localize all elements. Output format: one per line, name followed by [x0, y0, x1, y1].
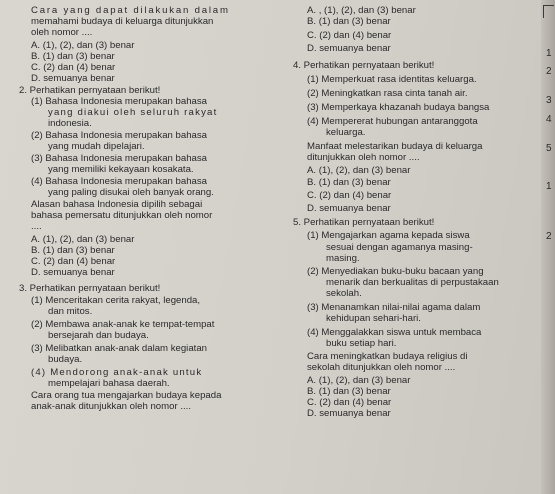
q1-option-c-col2: C. (2) dan (4) benar: [307, 30, 392, 41]
q2-statement-1-line-2: yang diakui oleh seluruh rakyat: [48, 107, 218, 118]
q2-statement-2-line-2: yang mudah dipelajari.: [48, 141, 145, 152]
q5-stem-line-2: sekolah ditunjukkan oleh nomor ....: [307, 362, 456, 373]
margin-number: 3: [546, 95, 552, 106]
q2-heading: 2. Perhatikan pernyataan berikut!: [19, 85, 161, 96]
q3-stem-line-1: Cara orang tua mengajarkan budaya kepada: [31, 390, 222, 401]
q5-option-c: C. (2) dan (4) benar: [307, 397, 392, 408]
q2-stem-line-1: Alasan bahasa Indonesia dipilih sebagai: [31, 199, 203, 210]
q1-option-b-col2: B. (1) dan (3) benar: [307, 16, 391, 27]
q5-statement-1-line-3: masing.: [326, 253, 360, 264]
q5-statement-1-line-2: sesuai dengan agamanya masing-: [326, 242, 473, 253]
q2-statement-1-line-1: (1) Bahasa Indonesia merupakan bahasa: [31, 96, 208, 107]
q3-statement-1-line-2: dan mitos.: [48, 306, 93, 317]
q5-statement-2-line-2: menarik dan berkualitas di perpustakaan: [326, 277, 499, 288]
q2-statement-4-line-1: (4) Bahasa Indonesia merupakan bahasa: [31, 176, 208, 187]
q4-option-a: A. (1), (2), dan (3) benar: [307, 165, 411, 176]
q2-stem-line-2: bahasa pemersatu ditunjukkan oleh nomor: [31, 210, 213, 221]
q3-statement-2-line-2: bersejarah dan budaya.: [48, 330, 149, 341]
q4-option-b: B. (1) dan (3) benar: [307, 177, 391, 188]
q5-statement-4-line-1: (4) Menggalakkan siswa untuk membaca: [307, 327, 482, 338]
q2-statement-3-line-2: yang memiliki kekayaan kosakata.: [48, 164, 194, 175]
q4-stem-line-2: ditunjukkan oleh nomor ....: [307, 152, 420, 163]
margin-number: 2: [546, 66, 552, 77]
q1-option-a: A. (1), (2), dan (3) benar: [31, 40, 135, 51]
q4-statement-4-line-1: (4) Mempererat hubungan antaranggota: [307, 116, 478, 127]
q4-statement-2: (2) Meningkatkan rasa cinta tanah air.: [307, 88, 468, 99]
margin-number: 1: [546, 181, 552, 192]
q4-heading: 4. Perhatikan pernyataan berikut!: [293, 60, 435, 71]
q1-option-d: D. semuanya benar: [31, 73, 115, 84]
q1-option-a-col2: A. , (1), (2), dan (3) benar: [307, 5, 416, 16]
q5-statement-1-line-1: (1) Mengajarkan agama kepada siswa: [307, 230, 470, 241]
q4-option-d: D. semuanya benar: [307, 203, 391, 214]
q5-option-d: D. semuanya benar: [307, 408, 391, 419]
q2-option-c: C. (2) dan (4) benar: [31, 256, 116, 267]
q5-stem-line-1: Cara meningkatkan budaya religius di: [307, 351, 468, 362]
q2-stem-line-3: ....: [31, 221, 42, 232]
margin-number: 1: [546, 48, 552, 59]
q3-statement-2-line-1: (2) Membawa anak-anak ke tempat-tempat: [31, 319, 215, 330]
q4-statement-4-line-2: keluarga.: [326, 127, 366, 138]
q4-statement-3: (3) Memperkaya khazanah budaya bangsa: [307, 102, 490, 113]
q3-statement-3-line-2: budaya.: [48, 354, 83, 365]
q5-statement-2-line-3: sekolah.: [326, 288, 362, 299]
q1-option-b: B. (1) dan (3) benar: [31, 51, 115, 62]
q2-statement-4-line-2: yang paling disukai oleh banyak orang.: [48, 187, 214, 198]
margin-number: 5: [546, 143, 552, 154]
margin-number: 2: [546, 231, 552, 242]
q5-statement-4-line-2: buku setiap hari.: [326, 338, 397, 349]
q5-option-a: A. (1), (2), dan (3) benar: [307, 375, 411, 386]
q1-stem-line-2: memahami budaya di keluarga ditunjukkan: [31, 16, 214, 27]
q2-option-b: B. (1) dan (3) benar: [31, 245, 115, 256]
q4-stem-line-1: Manfaat melestarikan budaya di keluarga: [307, 141, 483, 152]
q2-statement-3-line-1: (3) Bahasa Indonesia merupakan bahasa: [31, 153, 208, 164]
q1-stem-line-1: Cara yang dapat dilakukan dalam: [31, 5, 230, 16]
q4-statement-1: (1) Memperkuat rasa identitas keluarga.: [307, 74, 477, 85]
q3-heading: 3. Perhatikan pernyataan berikut!: [19, 283, 161, 294]
next-page-box-corner: [543, 5, 554, 18]
q2-statement-2-line-1: (2) Bahasa Indonesia merupakan bahasa: [31, 130, 208, 141]
q1-option-d-col2: D. semuanya benar: [307, 43, 391, 54]
q3-statement-4-line-1: (4) Mendorong anak-anak untuk: [31, 367, 203, 378]
q5-statement-2-line-1: (2) Menyediakan buku-buku bacaan yang: [307, 266, 484, 277]
q5-statement-3-line-1: (3) Menanamkan nilai-nilai agama dalam: [307, 302, 481, 313]
q1-stem-line-3: oleh nomor ....: [31, 27, 93, 38]
q3-statement-3-line-1: (3) Melibatkan anak-anak dalam kegiatan: [31, 343, 207, 354]
q3-statement-1-line-1: (1) Menceritakan cerita rakyat, legenda,: [31, 295, 201, 306]
q3-statement-4-line-2: mempelajari bahasa daerah.: [48, 378, 170, 389]
q2-option-d: D. semuanya benar: [31, 267, 115, 278]
q4-option-c: C. (2) dan (4) benar: [307, 190, 392, 201]
q1-option-c: C. (2) dan (4) benar: [31, 62, 116, 73]
q3-stem-line-2: anak-anak ditunjukkan oleh nomor ....: [31, 401, 191, 412]
q2-statement-1-line-3: indonesia.: [48, 118, 92, 129]
q5-statement-3-line-2: kehidupan sehari-hari.: [326, 313, 421, 324]
margin-number: 4: [546, 114, 552, 125]
q5-option-b: B. (1) dan (3) benar: [307, 386, 391, 397]
q2-option-a: A. (1), (2), dan (3) benar: [31, 234, 135, 245]
q5-heading: 5. Perhatikan pernyataan berikut!: [293, 217, 435, 228]
